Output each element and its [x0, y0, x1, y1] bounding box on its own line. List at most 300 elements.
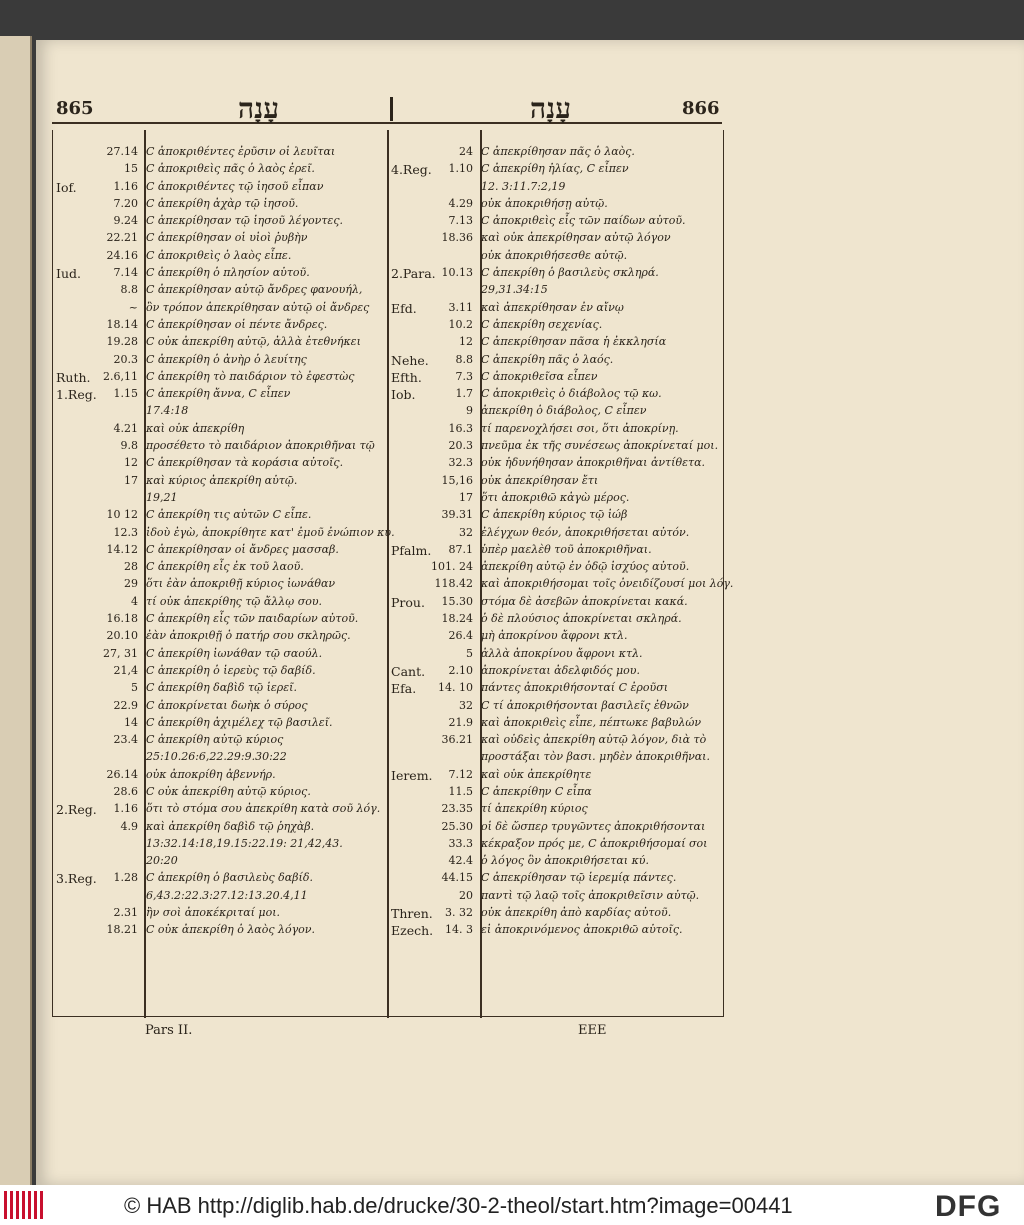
index-entry — [391, 733, 721, 750]
verse-reference: 42.4 — [448, 854, 473, 868]
verse-reference: 7.13 — [448, 214, 473, 228]
index-entry — [391, 491, 721, 508]
verse-reference: 2.10 — [448, 663, 473, 677]
greek-quotation: Ϲ ἀπεκρίθη ἄννα, Ϲ εἶπεν — [146, 387, 291, 401]
greek-quotation: ἢν σοὶ ἀποκέκριταί μοι. — [146, 906, 281, 920]
verse-reference: 19.28 — [106, 335, 138, 349]
index-entry — [391, 526, 721, 543]
verse-reference: 29 — [124, 577, 138, 591]
greek-quotation: καὶ κύριος ἀπεκρίθη αὐτῷ. — [146, 473, 298, 487]
verse-reference: 9 — [466, 404, 473, 418]
verse-reference: 15,16 — [441, 473, 473, 487]
greek-quotation: 13:32.14:18,19.15:22.19: 21,42,43. — [146, 836, 343, 850]
book-name: Efd. — [391, 300, 417, 316]
index-entry — [391, 456, 721, 473]
greek-quotation: Ϲ ἀπεκρίθη ἰωνάθαν τῷ σαούλ. — [146, 646, 323, 660]
greek-quotation: ἐλέγχων θεόν, ἀποκριθήσεται αὐτόν. — [481, 525, 690, 539]
index-entry — [391, 889, 721, 906]
verse-reference: 15.30 — [441, 594, 473, 608]
header-divider — [390, 97, 393, 121]
verse-reference: 20.3 — [448, 439, 473, 453]
greek-quotation: 25:10.26:6,22.29:9.30:22 — [146, 750, 287, 764]
greek-quotation: ὃν τρόπον ἀπεκρίθησαν αὐτῷ οἱ ἄνδρες — [146, 300, 370, 314]
index-entry — [56, 785, 386, 802]
verse-reference: 8.8 — [455, 352, 473, 366]
index-entry — [56, 249, 386, 266]
greek-quotation: Ϲ ἀπεκρίθην Ϲ εἶπα — [481, 784, 592, 798]
page-number-right: 866 — [682, 98, 720, 119]
book-name: 3.Reg. — [56, 871, 97, 887]
index-entry — [56, 889, 386, 906]
verse-reference: 12 — [459, 335, 473, 349]
verse-reference: 10 12 — [106, 508, 138, 522]
library-logo-icon — [4, 1191, 46, 1219]
verse-reference: 27.14 — [106, 145, 138, 158]
index-entry — [56, 837, 386, 854]
verse-reference: 12.3 — [113, 525, 138, 539]
index-entry — [56, 439, 386, 456]
greek-quotation: Ϲ ἀπεκρίθη ἀχὰρ τῷ ἰησοῦ. — [146, 196, 299, 210]
greek-quotation: Ϲ ἀπεκρίθη κύριος τῷ ἰώβ — [481, 508, 628, 522]
greek-quotation: Ϲ ἀπεκρίθησαν τῷ ἱερεμίᾳ πάντες. — [481, 871, 677, 885]
index-entry — [56, 612, 386, 629]
greek-quotation: Ϲ ἀπεκρίθη ὁ ἀνὴρ ὁ λευίτης — [146, 352, 307, 366]
index-entry — [56, 335, 386, 352]
verse-reference: 26.14 — [106, 767, 138, 781]
index-entry — [56, 577, 386, 594]
book-name: 2.Para. — [391, 266, 436, 282]
verse-reference: 7.20 — [113, 196, 138, 210]
greek-quotation: οὐκ ἀπεκρίθησαν ἔτι — [481, 473, 599, 487]
greek-quotation: Ϲ ἀπεκρίθη εἷς ἐκ τοῦ λαοῦ. — [146, 560, 304, 574]
verse-reference: 18.24 — [441, 612, 473, 626]
greek-quotation: Ϲ ἀποκρίνεται δωὴκ ὁ σύρος — [146, 698, 308, 712]
verse-reference: 4.9 — [120, 819, 138, 833]
greek-quotation: κέκραξον πρός με, Ϲ ἀποκριθήσομαί σοι — [481, 836, 708, 850]
verse-reference: 1.10 — [448, 162, 473, 176]
index-entry — [56, 231, 386, 248]
verse-reference: 25.30 — [441, 819, 473, 833]
index-entry — [391, 854, 721, 871]
greek-quotation: οὐκ ἀπεκρίθη ἀπὸ καρδίας αὐτοῦ. — [481, 906, 672, 920]
book-name: Efa. — [391, 681, 417, 697]
greek-quotation: καὶ οὐκ ἀπεκρίθησαν αὐτῷ λόγον — [481, 231, 671, 245]
greek-quotation: Ϲ οὐκ ἀπεκρίθη αὐτῷ, ἀλλὰ ἐτεθνήκει — [146, 335, 361, 349]
greek-quotation: καὶ ἀπεκρίθη δαβὶδ τῷ ῥηχὰβ. — [146, 819, 315, 833]
signature-mark: Pars II. — [145, 1023, 193, 1038]
verse-reference: 16.3 — [448, 421, 473, 435]
index-entry — [56, 733, 386, 750]
verse-reference: 1.15 — [113, 387, 138, 401]
index-entry — [391, 750, 721, 767]
page-number-left: 865 — [56, 98, 94, 119]
index-entry — [391, 508, 721, 525]
verse-reference: 2.31 — [113, 906, 138, 920]
greek-quotation: Ϲ ἀπεκρίθη ἀχιμέλεχ τῷ βασιλεῖ. — [146, 715, 333, 729]
verse-reference: 23.35 — [441, 802, 473, 816]
greek-quotation: προστάξαι τὸν βασι. μηδὲν ἀποκριθῆναι. — [481, 750, 710, 764]
verse-reference: 118.42 — [434, 577, 473, 591]
index-entry — [391, 923, 721, 940]
index-entry — [391, 162, 721, 179]
greek-quotation: ἀλλὰ ἀποκρίνου ἄφρονι κτλ. — [481, 646, 643, 660]
verse-reference: 14 — [124, 715, 138, 729]
greek-quotation: τί ἀπεκρίθη κύριος — [481, 802, 588, 816]
greek-quotation: τί οὐκ ἀπεκρίθης τῷ ἄλλῳ σου. — [146, 594, 323, 608]
index-entry — [56, 318, 386, 335]
book-name: Ruth. — [56, 369, 91, 385]
index-entry — [56, 404, 386, 421]
verse-reference: 18.36 — [441, 231, 473, 245]
verse-reference: 9.8 — [120, 439, 138, 453]
greek-quotation: ἐὰν ἀποκριθῇ ὁ πατήρ σου σκληρῶς. — [146, 629, 351, 643]
index-entry — [391, 560, 721, 577]
index-entry — [391, 612, 721, 629]
index-entry — [391, 802, 721, 819]
index-entry — [56, 283, 386, 300]
verse-reference: 4 — [131, 594, 138, 608]
catchword: EEE — [578, 1023, 607, 1038]
greek-quotation: Ϲ ἀπεκρίθησαν οἱ ἄνδρες μασσαβ. — [146, 542, 339, 556]
index-entry — [56, 387, 386, 404]
index-entry — [391, 249, 721, 266]
verse-reference: 18.21 — [106, 923, 138, 937]
index-entry — [56, 353, 386, 370]
index-entry — [391, 681, 721, 698]
verse-reference: 10.13 — [441, 266, 473, 280]
index-entry — [391, 266, 721, 283]
verse-reference: 44.15 — [441, 871, 473, 885]
verse-reference: 3. 32 — [445, 906, 473, 920]
verse-reference: 87.1 — [448, 542, 473, 556]
book-name: Nehe. — [391, 352, 429, 368]
index-entry — [56, 543, 386, 560]
index-entry — [391, 906, 721, 923]
verse-reference: 14. 3 — [445, 923, 473, 937]
index-entry — [56, 197, 386, 214]
greek-quotation: μὴ ἀποκρίνου ἄφρονι κτλ. — [481, 629, 628, 643]
verse-reference: 33.3 — [448, 836, 473, 850]
greek-quotation: οἱ δὲ ὥσπερ τρυγῶντες ἀποκριθήσονται — [481, 819, 706, 833]
greek-quotation: 17.4:18 — [146, 404, 189, 418]
index-entry — [56, 768, 386, 785]
greek-quotation: Ϲ ἀποκριθεὶς εἷς τῶν παίδων αὐτοῦ. — [481, 214, 686, 228]
verse-reference: 36.21 — [441, 733, 473, 747]
greek-quotation: Ϲ ἀπεκρίθησαν οἱ πέντε ἄνδρες. — [146, 317, 328, 331]
index-entry — [391, 145, 721, 162]
book-name: Efth. — [391, 369, 422, 385]
index-entry — [391, 543, 721, 560]
greek-quotation: Ϲ ἀποκριθεὶς ὁ διάβολος τῷ κω. — [481, 387, 662, 401]
verse-reference: 24.16 — [106, 248, 138, 262]
greek-quotation: Ϲ ἀπεκρίθη τὸ παιδάριον τὸ ἐφεστὼς — [146, 369, 355, 383]
verse-reference: 28.6 — [113, 784, 138, 798]
greek-quotation: ὅτι τὸ στόμα σου ἀπεκρίθη κατὰ σοῦ λόγ. — [146, 802, 381, 816]
greek-quotation: καὶ οὐκ ἀπεκρίθη — [146, 421, 245, 435]
greek-quotation: καὶ ἀποκριθήσομαι τοῖς ὀνειδίζουσί μοι λόγ. — [481, 577, 734, 591]
index-entry — [391, 768, 721, 785]
greek-quotation: εἰ ἀποκρινόμενος ἀποκριθῶ αὐτοῖς. — [481, 923, 683, 937]
index-entry — [56, 906, 386, 923]
greek-quotation: Ϲ ἀπεκρίθη πᾶς ὁ λαός. — [481, 352, 614, 366]
index-entry — [56, 820, 386, 837]
greek-quotation: Ϲ ἀποκριθέντες τῷ ἰησοῦ εἶπαν — [146, 179, 324, 193]
index-entry — [56, 629, 386, 646]
greek-quotation: πάντες ἀποκριθήσονταί Ϲ ἐροῦσι — [481, 681, 669, 695]
greek-quotation: προσέθετο τὸ παιδάριον ἀποκριθῆναι τῷ — [146, 439, 375, 453]
index-entry — [391, 664, 721, 681]
verse-reference: 101. 24 — [431, 560, 473, 574]
verse-reference: 15 — [124, 162, 138, 176]
verse-reference: 28 — [124, 560, 138, 574]
verse-reference: 22.9 — [113, 698, 138, 712]
index-entry — [56, 923, 386, 940]
greek-quotation: 19,21 — [146, 490, 178, 504]
index-entry — [391, 335, 721, 352]
greek-quotation: Ϲ ἀπεκρίθη ὁ βασιλεὺς δαβίδ. — [146, 871, 313, 885]
greek-quotation: καὶ οὐδεὶς ἀπεκρίθη αὐτῷ λόγον, διὰ τὸ — [481, 733, 707, 747]
verse-reference: 1.16 — [113, 802, 138, 816]
verse-reference: 5 — [466, 646, 473, 660]
greek-quotation: παντὶ τῷ λαῷ τοῖς ἀποκριθεῖσιν αὐτῷ. — [481, 888, 700, 902]
verse-reference: 17 — [459, 490, 473, 504]
greek-quotation: καὶ οὐκ ἀπεκρίθητε — [481, 767, 592, 781]
hebrew-headword-left: עָנָה — [238, 92, 280, 125]
index-entry — [56, 180, 386, 197]
greek-quotation: 29,31.34:15 — [481, 283, 548, 297]
dfg-logo: DFG — [935, 1190, 1002, 1223]
verse-reference: 16.18 — [106, 612, 138, 626]
book-name: Cant. — [391, 663, 426, 679]
greek-quotation: ἰδοὺ ἐγὼ, ἀποκρίθητε κατ' ἐμοῦ ἐνώπιον κυ. — [146, 525, 395, 539]
index-entry — [391, 197, 721, 214]
verse-reference: 32 — [459, 525, 473, 539]
index-entry — [56, 681, 386, 698]
verse-reference: 3.11 — [448, 300, 473, 314]
greek-quotation: οὐκ ἀποκριθήσῃ αὐτῷ. — [481, 196, 608, 210]
index-entry — [391, 404, 721, 421]
index-entry — [391, 820, 721, 837]
verse-reference: 7.12 — [448, 767, 473, 781]
index-entry — [56, 560, 386, 577]
index-entry — [56, 456, 386, 473]
greek-quotation: ἀπεκρίθη ὁ διάβολος, Ϲ εἶπεν — [481, 404, 647, 418]
verse-reference: 20.10 — [106, 629, 138, 643]
greek-quotation: Ϲ οὐκ ἀπεκρίθη ὁ λαὸς λόγον. — [146, 923, 315, 937]
greek-quotation: οὐκ ἠδυνήθησαν ἀποκριθῆναι ἀντίθετα. — [481, 456, 705, 470]
book-name: Iud. — [56, 266, 81, 282]
adjacent-page-edge — [0, 36, 32, 1186]
index-entry — [56, 525, 395, 543]
index-entry — [56, 266, 386, 283]
verse-reference: 21,4 — [113, 663, 138, 677]
greek-quotation: καὶ ἀπεκρίθησαν ἐν αἴνῳ — [481, 300, 624, 314]
index-entry — [391, 387, 721, 404]
greek-quotation: ἀποκρίνεται ἀδελφιδός μου. — [481, 663, 640, 677]
greek-quotation: Ϲ ἀπεκρίθησαν πᾶσα ἡ ἐκκλησία — [481, 335, 667, 349]
verse-reference: 1.16 — [113, 179, 138, 193]
index-entry — [56, 145, 386, 162]
greek-quotation: Ϲ ἀπεκρίθη τις αὐτῶν Ϲ εἶπε. — [146, 508, 312, 522]
verse-reference: 21.9 — [448, 715, 473, 729]
greek-quotation: καὶ ἀποκριθεὶς εἶπε, πέπτωκε βαβυλών — [481, 715, 702, 729]
index-entry — [56, 508, 386, 525]
verse-reference: 5 — [131, 681, 138, 695]
greek-quotation: 12. 3:11.7:2,19 — [481, 179, 566, 193]
index-entry — [391, 785, 721, 802]
index-entry — [391, 577, 734, 594]
index-entry — [391, 647, 721, 664]
book-name: 1.Reg. — [56, 387, 97, 403]
index-entry — [56, 474, 386, 491]
greek-quotation: Ϲ ἀπεκρίθησαν αὐτῷ ἄνδρες φανουήλ, — [146, 283, 363, 297]
verse-reference: 11.5 — [448, 784, 473, 798]
verse-reference: 22.21 — [106, 231, 138, 245]
verse-reference: 26.4 — [448, 629, 473, 643]
index-entry — [391, 837, 721, 854]
greek-quotation: Ϲ οὐκ ἀπεκρίθη αὐτῷ κύριος. — [146, 784, 311, 798]
verse-reference: 39.31 — [441, 508, 473, 522]
greek-quotation: ὅτι ἀποκριθῶ κἀγὼ μέρος. — [481, 490, 630, 504]
verse-reference: ~ — [128, 300, 138, 314]
greek-quotation: ὅτι ἐὰν ἀποκριθῇ κύριος ἰωνάθαν — [146, 577, 336, 591]
index-entry — [56, 422, 386, 439]
index-entry — [56, 595, 386, 612]
greek-quotation: Ϲ τί ἀποκριθήσονται βασιλεῖς ἐθνῶν — [481, 698, 689, 712]
verse-reference: 32 — [459, 698, 473, 712]
index-entry — [391, 595, 721, 612]
verse-reference: 27, 31 — [103, 646, 138, 660]
verse-reference: 32.3 — [448, 456, 473, 470]
index-entry — [56, 664, 386, 681]
index-entry — [56, 162, 386, 179]
center-rule — [387, 130, 389, 1018]
greek-quotation: Ϲ ἀπεκρίθη σεχενίας. — [481, 317, 603, 331]
greek-quotation: Ϲ ἀπεκρίθη αὐτῷ κύριος — [146, 733, 284, 747]
greek-quotation: Ϲ ἀπεκρίθη ὁ ἱερεὺς τῷ δαβίδ. — [146, 663, 316, 677]
left-column — [56, 145, 395, 941]
verse-reference: 12 — [124, 456, 138, 470]
index-entry — [56, 370, 386, 387]
index-entry — [391, 283, 721, 300]
greek-quotation: Ϲ ἀποκριθεῖσα εἶπεν — [481, 369, 598, 383]
greek-quotation: 20:20 — [146, 854, 178, 868]
verse-reference: 18.14 — [106, 317, 138, 331]
greek-quotation: Ϲ ἀπεκρίθη δαβὶδ τῷ ἱερεῖ. — [146, 681, 297, 695]
index-entry — [56, 491, 386, 508]
greek-quotation: ὁ λόγος ὃν ἀποκριθήσεται κύ. — [481, 854, 649, 868]
index-entry — [56, 699, 386, 716]
verse-reference: 4.29 — [448, 196, 473, 210]
index-entry — [56, 854, 386, 871]
verse-reference: 10.2 — [448, 317, 473, 331]
index-entry — [56, 301, 386, 318]
greek-quotation: ἀπεκρίθη αὐτῷ ἐν ὁδῷ ἰσχύος αὐτοῦ. — [481, 560, 690, 574]
verse-reference: 20 — [459, 888, 473, 902]
greek-quotation: ὁ δὲ πλούσιος ἀποκρίνεται σκληρά. — [481, 612, 682, 626]
greek-quotation: τί παρενοχλήσει σοι, ὅτι ἀποκρίνῃ. — [481, 421, 679, 435]
index-entry — [391, 180, 721, 197]
index-entry — [391, 214, 721, 231]
book-name: Ezech. — [391, 923, 434, 939]
index-entry — [56, 214, 386, 231]
greek-quotation: Ϲ ἀπεκρίθησαν πᾶς ὁ λαὸς. — [481, 145, 635, 158]
book-name: 2.Reg. — [56, 802, 97, 818]
index-entry — [56, 750, 386, 767]
page-header — [52, 92, 722, 124]
greek-quotation: Ϲ ἀποκριθέντες ἐρῦσιν οἱ λευῖται — [146, 145, 336, 158]
index-entry — [391, 370, 721, 387]
verse-reference: 2.6,11 — [103, 369, 138, 383]
book-name: Iof. — [56, 179, 77, 195]
greek-quotation: οὐκ ἀποκριθήσεσθε αὐτῷ. — [481, 248, 628, 262]
book-name: Ierem. — [391, 767, 433, 783]
greek-quotation: οὐκ ἀποκρίθη ἀβεννήρ. — [146, 767, 276, 781]
greek-quotation: Ϲ ἀποκριθεὶς ὁ λαὸς εἶπε. — [146, 248, 292, 262]
greek-quotation: Ϲ ἀπεκρίθησαν τὰ κοράσια αὐτοῖς. — [146, 456, 344, 470]
greek-quotation: πνεῦμα ἐκ τῆς συνέσεως ἀποκρίνεταί μοι. — [481, 439, 719, 453]
index-entry — [391, 301, 721, 318]
verse-reference: 7.14 — [113, 266, 138, 280]
verse-reference: 1.28 — [113, 871, 138, 885]
book-name: 4.Reg. — [391, 162, 432, 178]
verse-reference: 20.3 — [113, 352, 138, 366]
greek-quotation: Ϲ ἀπεκρίθη εἷς τῶν παιδαρίων αὐτοῦ. — [146, 612, 359, 626]
index-entry — [56, 871, 386, 888]
index-entry — [391, 629, 721, 646]
verse-reference: 9.24 — [113, 214, 138, 228]
index-entry — [391, 231, 721, 248]
greek-quotation: ὑπὲρ μαελὲθ τοῦ ἀποκριθῆναι. — [481, 542, 652, 556]
index-entry — [391, 871, 721, 888]
index-entry — [56, 716, 386, 733]
greek-quotation: στόμα δὲ ἀσεβῶν ἀποκρίνεται κακά. — [481, 594, 688, 608]
book-name: Prou. — [391, 594, 425, 610]
verse-reference: 17 — [124, 473, 138, 487]
greek-quotation: Ϲ ἀπεκρίθη ὁ πλησίον αὐτοῦ. — [146, 266, 310, 280]
index-entry — [391, 716, 721, 733]
book-name: Pfalm. — [391, 542, 432, 558]
verse-reference: 7.3 — [455, 369, 473, 383]
verse-reference: 14.12 — [106, 542, 138, 556]
index-entry — [391, 474, 721, 491]
verse-reference: 24 — [459, 145, 473, 158]
hebrew-headword-right: עָנָה — [530, 92, 572, 125]
greek-quotation: Ϲ ἀπεκρίθη ἠλίας, Ϲ εἶπεν — [481, 162, 629, 176]
index-entry — [56, 802, 386, 819]
verse-reference: 8.8 — [120, 283, 138, 297]
index-entry — [391, 422, 721, 439]
source-credit[interactable]: © HAB http://diglib.hab.de/drucke/30-2-theol/start.htm?image=00441 — [124, 1193, 793, 1218]
greek-quotation: Ϲ ἀποκριθεὶς πᾶς ὁ λαὸς ἐρεῖ. — [146, 162, 315, 176]
greek-quotation: 6,43.2:22.3:27.12:13.20.4,11 — [146, 888, 308, 902]
verse-reference: 1.7 — [455, 387, 473, 401]
verse-reference: 23.4 — [113, 733, 138, 747]
index-entry — [391, 699, 721, 716]
book-name: Iob. — [391, 387, 416, 403]
verse-reference: 14. 10 — [438, 681, 473, 695]
right-column — [391, 145, 734, 941]
index-entry — [391, 353, 721, 370]
book-name: Thren. — [391, 906, 433, 922]
greek-quotation: Ϲ ἀπεκρίθησαν οἱ υἱοὶ ῥυβὴν — [146, 231, 308, 245]
index-entry — [56, 647, 386, 664]
greek-quotation: Ϲ ἀπεκρίθη ὁ βασιλεὺς σκληρά. — [481, 266, 659, 280]
greek-quotation: Ϲ ἀπεκρίθησαν τῷ ἰησοῦ λέγοντες. — [146, 214, 343, 228]
index-entry — [391, 439, 721, 456]
verse-reference: 4.21 — [113, 421, 138, 435]
index-entry — [391, 318, 721, 335]
